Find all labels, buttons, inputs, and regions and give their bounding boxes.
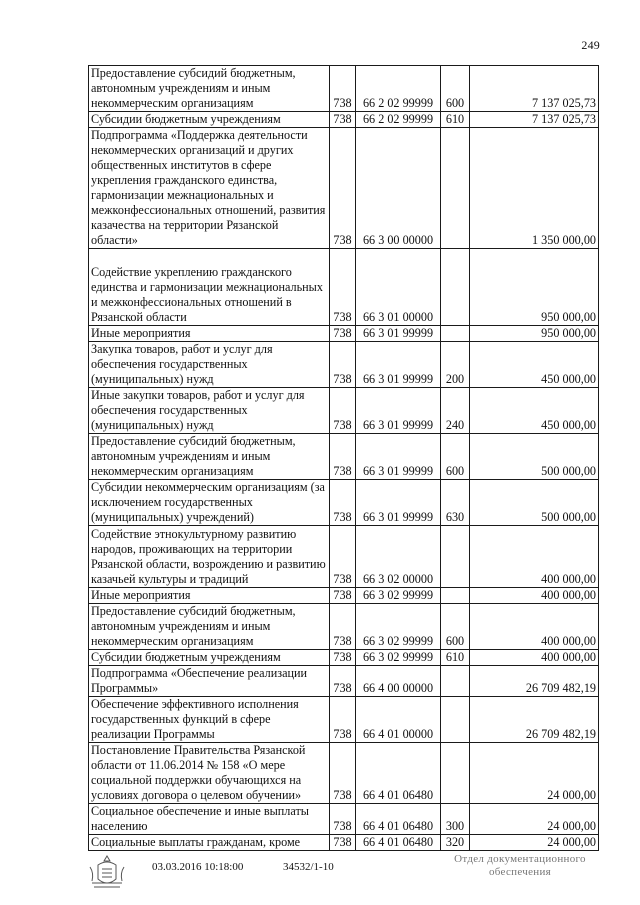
row-sum-cell: 24 000,00 <box>470 804 599 835</box>
row-sum-cell: 7 137 025,73 <box>470 66 599 112</box>
table-row <box>89 650 599 666</box>
row-ved-cell: 738 <box>330 604 356 650</box>
row-ved-cell: 738 <box>330 588 356 604</box>
table-row <box>89 388 599 434</box>
table-row <box>89 249 599 326</box>
row-ved-cell: 738 <box>330 526 356 588</box>
row-sum-cell: 24 000,00 <box>470 743 599 804</box>
table-row <box>89 804 599 835</box>
table-row <box>89 588 599 604</box>
row-vr-cell: 200 <box>441 342 470 388</box>
row-sum-cell: 400 000,00 <box>470 526 599 588</box>
row-name-cell: Субсидии бюджетным учреждениям <box>89 650 330 666</box>
row-name-cell: Иные мероприятия <box>89 326 330 342</box>
table-row <box>89 326 599 342</box>
row-vr-cell <box>441 326 470 342</box>
table-row <box>89 128 599 249</box>
table-row <box>89 342 599 388</box>
coat-of-arms-icon <box>86 853 128 893</box>
row-ved-cell: 738 <box>330 434 356 480</box>
table-row <box>89 604 599 650</box>
row-vr-cell: 610 <box>441 650 470 666</box>
row-ved-cell: 738 <box>330 743 356 804</box>
row-vr-cell: 240 <box>441 388 470 434</box>
row-name-cell: Иные мероприятия <box>89 588 330 604</box>
row-name-cell: Социальное обеспечение и иные выплаты населению <box>89 804 330 835</box>
row-sum-cell: 950 000,00 <box>470 326 599 342</box>
row-name-cell: Субсидии некоммерческим организациям (за исключением государственных (муниципальных) учреждений) <box>89 480 330 526</box>
table-row <box>89 526 599 588</box>
row-csr-cell: 66 3 01 00000 <box>356 249 441 326</box>
row-csr-cell: 66 4 01 06480 <box>356 835 441 851</box>
row-sum-cell: 450 000,00 <box>470 388 599 434</box>
row-vr-cell: 320 <box>441 835 470 851</box>
table-row <box>89 66 599 112</box>
row-csr-cell: 66 2 02 99999 <box>356 112 441 128</box>
row-name-cell: Подпрограмма «Обеспечение реализации Программы» <box>89 666 330 697</box>
row-csr-cell: 66 4 00 00000 <box>356 666 441 697</box>
row-sum-cell: 950 000,00 <box>470 249 599 326</box>
footer-stamp: Отдел документационного обеспечения <box>454 853 586 878</box>
row-ved-cell: 738 <box>330 66 356 112</box>
table-row <box>89 743 599 804</box>
row-csr-cell: 66 3 02 99999 <box>356 604 441 650</box>
row-name-cell: Постановление Правительства Рязанской области от 11.06.2014 № 158 «О мере социальной поддержки обучающихся на условиях договора о целевом обучении» <box>89 743 330 804</box>
budget-table <box>88 65 599 851</box>
table-row <box>89 697 599 743</box>
row-sum-cell: 7 137 025,73 <box>470 112 599 128</box>
row-vr-cell: 600 <box>441 604 470 650</box>
row-ved-cell: 738 <box>330 650 356 666</box>
row-name-cell: Предоставление субсидий бюджетным, автономным учреждениям и иным некоммерческим организациям <box>89 434 330 480</box>
row-vr-cell: 610 <box>441 112 470 128</box>
row-csr-cell: 66 3 01 99999 <box>356 480 441 526</box>
row-csr-cell: 66 3 02 00000 <box>356 526 441 588</box>
row-vr-cell: 600 <box>441 434 470 480</box>
row-ved-cell: 738 <box>330 128 356 249</box>
row-name-cell: Иные закупки товаров, работ и услуг для обеспечения государственных (муниципальных) нужд <box>89 388 330 434</box>
row-csr-cell: 66 4 01 00000 <box>356 697 441 743</box>
table-row <box>89 480 599 526</box>
row-csr-cell: 66 3 01 99999 <box>356 342 441 388</box>
row-vr-cell <box>441 588 470 604</box>
row-csr-cell: 66 4 01 06480 <box>356 804 441 835</box>
row-vr-cell <box>441 743 470 804</box>
row-csr-cell: 66 3 02 99999 <box>356 650 441 666</box>
row-sum-cell: 450 000,00 <box>470 342 599 388</box>
table-row <box>89 835 599 851</box>
row-csr-cell: 66 3 01 99999 <box>356 388 441 434</box>
row-vr-cell <box>441 249 470 326</box>
row-csr-cell: 66 3 02 99999 <box>356 588 441 604</box>
row-sum-cell: 400 000,00 <box>470 588 599 604</box>
row-ved-cell: 738 <box>330 342 356 388</box>
row-csr-cell: 66 3 01 99999 <box>356 434 441 480</box>
page-footer <box>0 853 640 893</box>
footer-document-number: 34532/1-10 <box>283 861 334 873</box>
row-sum-cell: 26 709 482,19 <box>470 697 599 743</box>
row-vr-cell: 300 <box>441 804 470 835</box>
row-ved-cell: 738 <box>330 804 356 835</box>
row-name-cell: Содействие укреплению гражданского единства и гармонизации межнациональных и межконфессиональных отношений в Рязанской области <box>89 249 330 326</box>
footer-timestamp: 03.03.2016 10:18:00 <box>152 861 244 873</box>
table-row <box>89 434 599 480</box>
row-vr-cell <box>441 666 470 697</box>
row-vr-cell <box>441 128 470 249</box>
row-csr-cell: 66 4 01 06480 <box>356 743 441 804</box>
row-ved-cell: 738 <box>330 835 356 851</box>
row-sum-cell: 500 000,00 <box>470 434 599 480</box>
row-csr-cell: 66 3 01 99999 <box>356 326 441 342</box>
row-name-cell: Закупка товаров, работ и услуг для обеспечения государственных (муниципальных) нужд <box>89 342 330 388</box>
row-sum-cell: 26 709 482,19 <box>470 666 599 697</box>
row-name-cell: Обеспечение эффективного исполнения государственных функций в сфере реализации Программы <box>89 697 330 743</box>
table-row <box>89 112 599 128</box>
row-ved-cell: 738 <box>330 249 356 326</box>
row-ved-cell: 738 <box>330 697 356 743</box>
table-row <box>89 666 599 697</box>
row-name-cell: Субсидии бюджетным учреждениям <box>89 112 330 128</box>
row-vr-cell: 600 <box>441 66 470 112</box>
row-sum-cell: 1 350 000,00 <box>470 128 599 249</box>
row-sum-cell: 24 000,00 <box>470 835 599 851</box>
row-name-cell: Подпрограмма «Поддержка деятельности некоммерческих организаций и других общественных институтов в сфере укрепления гражданского единства, гармонизации межнациональных и межконфессиональных отношений, развития казачества на территории Рязанской области» <box>89 128 330 249</box>
row-vr-cell <box>441 697 470 743</box>
row-ved-cell: 738 <box>330 388 356 434</box>
row-csr-cell: 66 2 02 99999 <box>356 66 441 112</box>
row-sum-cell: 500 000,00 <box>470 480 599 526</box>
row-name-cell: Социальные выплаты гражданам, кроме <box>89 835 330 851</box>
row-csr-cell: 66 3 00 00000 <box>356 128 441 249</box>
row-vr-cell: 630 <box>441 480 470 526</box>
row-ved-cell: 738 <box>330 480 356 526</box>
row-name-cell: Содействие этнокультурному развитию народов, проживающих на территории Рязанской области, возрождению и развитию казачьей культуры и традиций <box>89 526 330 588</box>
row-vr-cell <box>441 526 470 588</box>
row-name-cell: Предоставление субсидий бюджетным, автономным учреждениям и иным некоммерческим организациям <box>89 604 330 650</box>
row-sum-cell: 400 000,00 <box>470 650 599 666</box>
page-number: 249 <box>581 38 600 52</box>
row-ved-cell: 738 <box>330 326 356 342</box>
row-name-cell: Предоставление субсидий бюджетным, автономным учреждениям и иным некоммерческим организациям <box>89 66 330 112</box>
row-ved-cell: 738 <box>330 112 356 128</box>
row-ved-cell: 738 <box>330 666 356 697</box>
row-sum-cell: 400 000,00 <box>470 604 599 650</box>
